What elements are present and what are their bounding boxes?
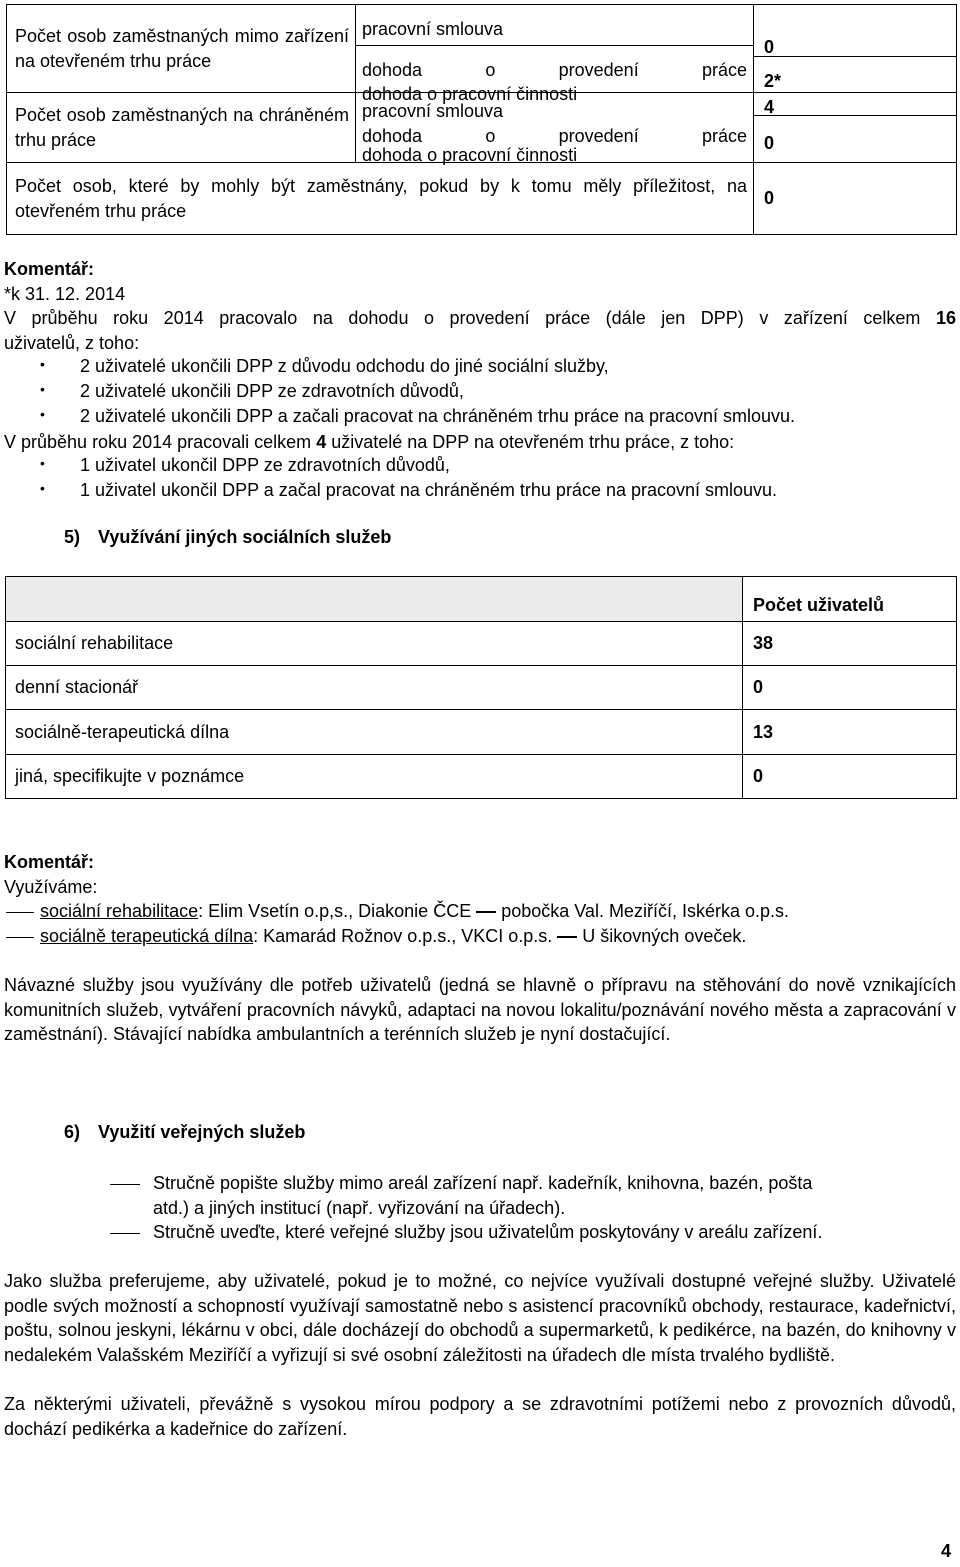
row1-types-cell — [356, 5, 754, 104]
table-row: denní stacionář — [6, 666, 743, 710]
row2-type-1: pracovní smlouva — [362, 101, 504, 121]
row1-type-2: dohoda o provedení práce — [362, 60, 747, 80]
comment2-paragraph: Návazné služby jsou využívány dle potřeb uživatelů (jedná se hlavně o přípravu na stěhování do nově vznikajících komunitních služeb, vytváření pracovních návyků, adaptaci na novou lokalitu/poznávání nového města a zapracování v zaměstnání). Stávající nabídka ambulantních a terénních služeb je nyní dostačující. — [4, 975, 956, 1044]
comment1-heading: Komentář: — [4, 259, 95, 279]
row1-label: Počet osob zaměstnaných mimo zařízení na otevřeném trhu práce — [15, 25, 349, 71]
comment1-para1: V průběhu roku 2014 pracovalo na dohodu o provedení práce (dále jen DPP) v zařízení celkem 16 — [4, 308, 956, 328]
row3-value-cell — [754, 163, 957, 235]
col-header-cell — [743, 577, 957, 622]
row2-values-cell — [754, 93, 957, 163]
comment1-para1-cont: uživatelů, z toho: — [4, 333, 140, 353]
section6-heading: 6) Využití veřejných služeb — [64, 1122, 306, 1142]
row2-label-cell — [7, 93, 356, 163]
comment1-date: *k 31. 12. 2014 — [4, 284, 126, 304]
table-row: jiná, specifikujte v poznámce — [6, 755, 743, 799]
section6-paragraph-2: Za některými uživateli, převážně s vysokou mírou podpory a se zdravotními potížemi nebo z provozních důvodů, dochází pedikérka a kadeřnice do zařízení. — [4, 1394, 956, 1439]
row3-value: 0 — [764, 188, 775, 208]
instruction-1: Stručně popište služby mimo areál zařízení např. kadeřník, knihovna, bazén, pošta atd.) a jiných institucí (např. vyřizování na úřadech). — [153, 1173, 813, 1218]
dash-bullet — [6, 937, 34, 938]
header-empty-cell — [6, 577, 743, 622]
row1-type-1: pracovní smlouva — [362, 19, 504, 39]
page-number: 4 — [941, 1541, 952, 1561]
list-item: 1 uživatel ukončil DPP a začal pracovat na chráněném trhu práce na pracovní smlouvu. — [80, 480, 778, 500]
row1-type-3: dohoda o pracovní činnosti — [362, 84, 578, 104]
comment1-para2: V průběhu roku 2014 pracovali celkem 4 uživatelé na DPP na otevřeném trhu práce, z toho: — [4, 432, 735, 452]
row1-value-2: 2* — [764, 71, 782, 91]
dash-bullet — [6, 912, 34, 913]
dash-bullet — [110, 1233, 140, 1234]
table-row: sociálně-terapeutická dílna — [6, 710, 743, 755]
instruction-2: Stručně uveďte, které veřejné služby jsou uživatelům poskytovány v areálu zařízení. — [153, 1222, 823, 1242]
list-item: 2 uživatelé ukončili DPP ze zdravotních důvodů, — [80, 381, 464, 401]
row2-type-2: dohoda o provedení práce — [362, 126, 747, 146]
table-row: sociální rehabilitace — [6, 622, 743, 666]
comment2-intro: Využíváme: — [4, 877, 98, 897]
row1-label-cell — [7, 5, 356, 93]
row2-type-3: dohoda o pracovní činnosti — [362, 145, 578, 165]
row2-value-2: 0 — [764, 133, 775, 153]
col-header: Počet uživatelů — [753, 595, 885, 615]
list-item: 2 uživatelé ukončili DPP z důvodu odchodu do jiné sociální služby, — [80, 356, 609, 376]
list-item: 1 uživatel ukončil DPP ze zdravotních důvodů, — [80, 455, 450, 475]
row1-value-1: 0 — [764, 37, 775, 57]
comment2-heading: Komentář: — [4, 852, 95, 872]
section6-paragraph-1: Jako služba preferujeme, aby uživatelé, pokud je to možné, co nejvíce využívali dostupné veřejné služby. Uživatelé podle svých možností a schopností využívají samostatně nebo s asistencí pracovníků obchody, restaurace, kadeřnictví, poštu, solnou jeskyni, lékárnu v obci, dále docházejí do obchodů a supermarketů, k pedikérce, na bazén, do knihovny v nedalekém Valašském Meziříčí a vyřizují si své osobní záležitosti na úřadech dle místa trvalého bydliště. — [4, 1271, 956, 1365]
row2-types-cell — [356, 93, 754, 163]
list-item: 2 uživatelé ukončili DPP a začali pracovat na chráněném trhu práce na pracovní smlouvu. — [80, 406, 796, 426]
dash-bullet — [110, 1184, 140, 1185]
list-item: sociální rehabilitace: Elim Vsetín o.p,s., Diakonie ČCE pobočka Val. Meziříčí, Iskérka o.p.s. — [40, 901, 789, 921]
row2-value-1: 4 — [764, 97, 775, 117]
row2-label: Počet osob zaměstnaných na chráněném trhu práce — [15, 104, 349, 150]
employment-table — [6, 4, 957, 235]
row3-label-cell — [7, 163, 754, 235]
row1-values-cell — [754, 5, 957, 93]
section5-heading: 5) Využívání jiných sociálních služeb — [64, 527, 392, 547]
row3-label: Počet osob, které by mohly být zaměstnány, pokud by k tomu měly příležitost, na otevřeném trhu práce — [15, 175, 747, 221]
list-item: sociálně terapeutická dílna: Kamarád Rožnov o.p.s., VKCI o.p.s. U šikovných oveček. — [40, 926, 747, 946]
other-services-table: Počet uživatelů sociální rehabilitace 38 denní stacionář 0 sociálně-terapeutická dílna 13 jiná, specifikujte v poznámce 0 — [5, 576, 957, 799]
